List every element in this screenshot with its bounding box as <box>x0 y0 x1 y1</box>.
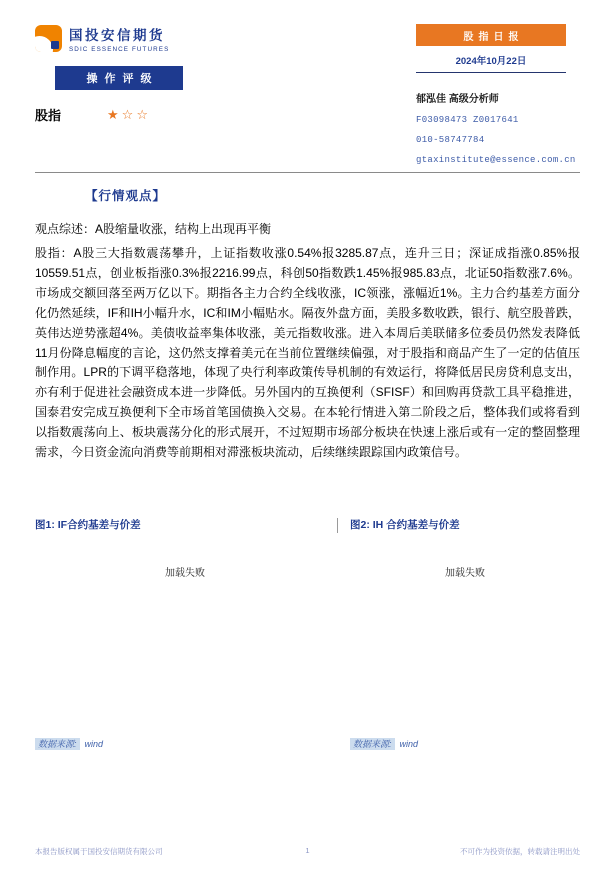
page-footer <box>35 846 580 857</box>
figure-2-source-label: 数据来源: <box>350 738 395 750</box>
figures-section <box>35 517 580 750</box>
figure-1-placeholder: 加载失败 <box>165 567 205 579</box>
figure-1-source-value: wind <box>84 738 104 749</box>
category-label: 股指 <box>35 108 62 123</box>
figure-2-placeholder: 加载失败 <box>445 567 485 579</box>
footer-disclaimer: 不可作为投资依据，转载请注明出处 <box>460 847 580 856</box>
figure-2-title: 图2: IH 合约基差与价差 <box>350 518 460 531</box>
figure-1-source <box>35 737 335 750</box>
analyst-phone: 010-58747784 <box>416 135 485 145</box>
report-type-badge: 股指日报 <box>416 24 566 46</box>
company-name-block <box>69 24 169 53</box>
company-name: 国投安信期货 <box>69 28 165 43</box>
category-row <box>35 105 416 124</box>
company-logo-block <box>35 24 416 53</box>
analyst-name: 郁泓佳 高级分析师 <box>416 94 499 105</box>
figure-block-1 <box>35 517 335 750</box>
figure-1-title: 图1: IF合约基差与价差 <box>35 518 141 531</box>
analyst-block <box>416 90 576 165</box>
analyst-email: gtaxinstitute@essence.com.cn <box>416 155 576 165</box>
figure-1-source-label: 数据来源: <box>35 738 80 750</box>
rating-badge: 操作评级 <box>55 66 183 90</box>
page-number: 1 <box>305 846 310 855</box>
report-date: 2024年10月22日 <box>416 46 566 73</box>
footer-copyright: 本报告版权属于国投安信期货有限公司 <box>35 847 163 856</box>
rating-stars: ★☆☆ <box>107 106 151 122</box>
figure-2-chart-area <box>350 532 580 737</box>
header-left-column <box>35 24 416 165</box>
company-logo-icon <box>35 25 62 52</box>
analyst-credentials: F03098473 Z0017641 <box>416 115 519 125</box>
section-title: 【行情观点】 <box>85 189 167 203</box>
figure-block-2 <box>350 517 580 750</box>
figure-2-source <box>350 737 580 750</box>
figure-2-source-value: wind <box>399 738 419 749</box>
header-right-column <box>416 24 576 165</box>
body-text: 股指：A股三大指数震荡攀升，上证指数收涨0.54%报3285.87点，连升三日；深证成指涨0.85%报10559.51点，创业板指涨0.3%报2216.99点，科创50指数跌1.45%报985.83点，北证50指数涨7.6%。市场成交额回落至两万亿以下。期指各主力合约全线收涨，IC领涨，涨幅近1%。主力合约基差方面分化仍然延续，IF和IH小幅升水，IC和IM小幅贴水。隔夜外盘方面，美股多数收跌，银行、航空股普跌，英伟达逆势涨超4%。美债收益率集体收涨，美元指数收涨。进入本周后美联储多位委员仍然发表降低11月份降息幅度的言论，这仍然支撑着美元在当前位置继续偏强，对于股指和商品产生了一定的估值压制作用。LPR的下调平稳落地，体现了央行利率政策传导机制的有效运行，将降低居民房贷利息支出，亦有利于促进社会融资成本进一步降低。另外国内的互换便利（SFISF）和回购再贷款工具平稳推进，国泰君安完成互换便利下全市场首笔国债换入交易。在本轮行情进入第二阶段之后，整体我们或将看到以指数震荡向上、板块震荡分化的形式展开，不过短期市场部分板块在快速上涨后或有一定的整固整理需求，今日资金流向消费等前期相对滞涨板块流动，后续继续跟踪国内政策信号。 <box>35 246 580 460</box>
company-name-en: SDIC ESSENCE FUTURES <box>69 46 170 53</box>
figure-1-chart-area <box>35 532 335 737</box>
report-header <box>35 24 580 165</box>
summary-text: 观点综述：A股缩量收涨，结构上出现再平衡 <box>35 222 272 236</box>
header-divider <box>35 172 580 173</box>
